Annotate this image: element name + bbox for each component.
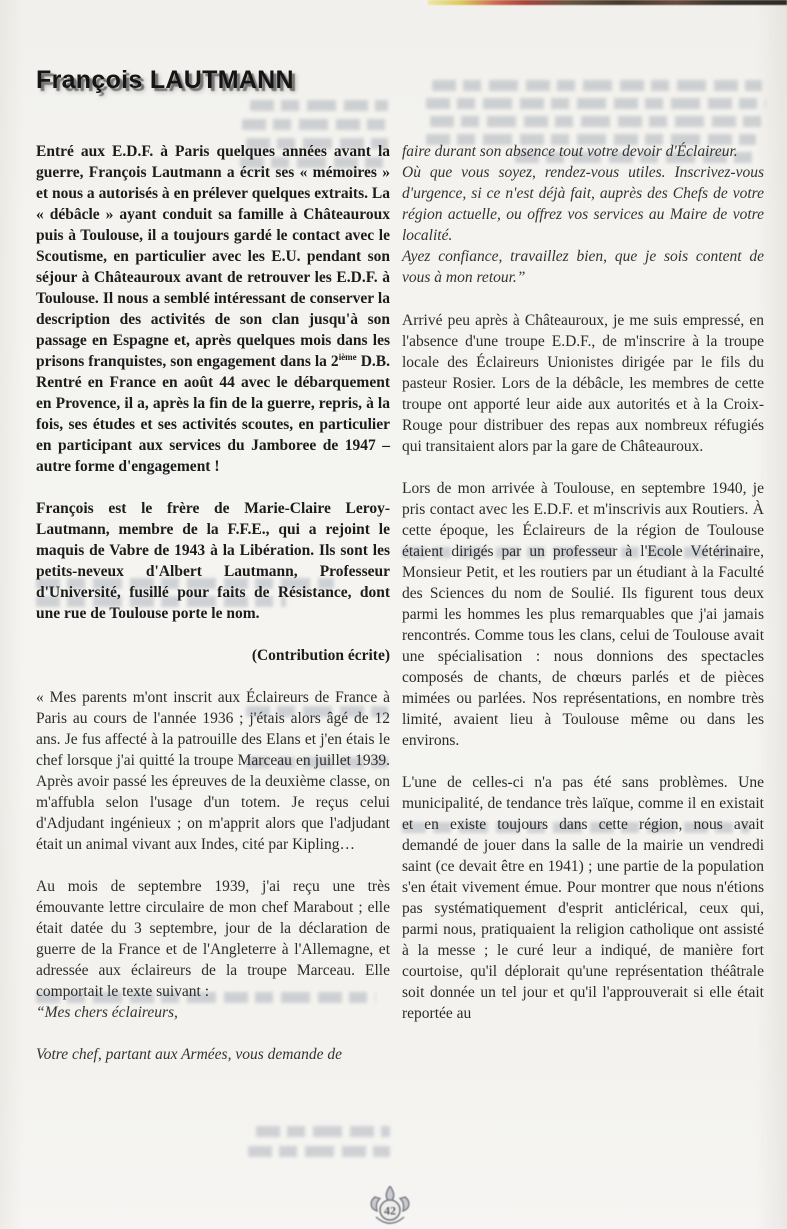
bleed-through-line	[250, 100, 388, 111]
bleed-through-line	[432, 80, 762, 91]
letter-salutation: “Mes chers éclaireurs,	[36, 1004, 178, 1021]
memoir-paragraph-3: Arrivé peu après à Châteauroux, je me suis empressé, en l'absence d'une troupe E.D.F., de m'inscrire à la troupe locale des Éclaireurs Unionistes dirigée par le fils du pasteur Rosier. Lors de la débâcle, les membres de cette troupe ont apporté leur aide aux autorités et à la Croix-Rouge pour distribuer des repas aux nombreux réfugiés qui transitaient alors par la gare de Châteauroux.	[402, 312, 764, 455]
scan-edge-artifact	[428, 0, 787, 5]
intro-paragraph-1-text: Entré aux E.D.F. à Paris quelques années avant la guerre, François Lautmann a écrit ses « mémoires » et nous a autorisés à en prélever quelques extraits. La « débâcle » ayant conduit sa famille à Châteauroux puis à Toulouse, il a toujours gardé le contact avec le Scoutisme, en particulier avec les E.U. pendant son séjour à Châteauroux avant de retrouver les E.D.F. à Toulouse. Il nous a semblé intéressant de conserver la description des activités de son clan jusqu'à son passage en Espagne et, après quelques mois dans les prisons franquistes, son engagement dans la 2	[36, 143, 390, 370]
contribution-note: (Contribution écrite)	[251, 647, 390, 664]
bleed-through-line	[242, 119, 388, 130]
right-column	[402, 141, 764, 1086]
memoir-paragraph-1: « Mes parents m'ont inscrit aux Éclaireurs de France à Paris au cours de l'année 1936 ; j'étais alors âgé de 12 ans. Je fus affecté à la patrouille des Elans et j'en étais le chef lorsque j'ai quitté la troupe Marceau en juillet 1939. Après avoir passé les épreuves de la deuxième classe, on m'affubla selon l'usage d'un totem. Je reçus celui d'Adjudant ingénieux ; on m'apprit alors que l'adjudant était un animal vivant aux Indes, cité par Kipling…	[36, 689, 390, 853]
memoir-paragraph-4: Lors de mon arrivée à Toulouse, en septembre 1940, je pris contact avec les E.D.F. et m'inscrivis aux Routiers. À cette époque, les Éclaireurs de la région de Toulouse étaient dirigés par un professeur à l'Ecole Vétérinaire, Monsieur Petit, et les routiers par un étudiant à la Faculté des Sciences du nom de Soulié. Ils figurent tous deux parmi les hommes les plus remarquables que j'ai jamais rencontrés. Comme tous les clans, celui de Toulouse avait une spécialisation : nous donnions des spectacles composés de chants, de chœurs parlés et de pièces mimées ou parlées. Nos représentations, en nombre très limité, avaient lieu à Toulouse même ou dans les environs.	[402, 480, 764, 749]
ordinal-suffix: ième	[338, 351, 357, 362]
intro-paragraph-1	[36, 141, 390, 477]
memoir-paragraph-5: L'une de celles-ci n'a pas été sans problèmes. Une municipalité, de tendance très laïque, comme il en existait et en existe toujours dans cette région, nous avait demandé de jouer dans la salle de la mairie un vendredi saint (ce devait être en 1941) ; une partie de la population s'en était vivement émue. Pour montrer que nous n'étions pas systématiquement d'esprit anticlérical, ceux qui, parmi nous, pratiquaient la religion catholique ont assisté à la messe ; le curé leur a indiqué, de manière fort courtoise, qu'il déplorait qu'une représentation théâtrale soit donnée un tel jour et qu'il l'approuverait si elle était reportée au	[402, 774, 764, 1022]
bleed-through-line	[430, 116, 766, 127]
letter-paragraph-2: Où que vous soyez, rendez-vous utiles. Inscrivez-vous d'urgence, si ce n'est déjà fait, auprès des Chefs de votre région actuelle, ou offrez vos services au Maire de votre localité.	[402, 164, 764, 244]
left-column	[36, 141, 390, 1086]
letter-paragraph-1: faire durant son absence tout votre devoir d'Éclaireur.	[402, 143, 738, 160]
bleed-through-line	[248, 1146, 390, 1157]
two-column-text	[36, 141, 762, 1086]
letter-opening-line: Votre chef, partant aux Armées, vous demande de	[36, 1046, 343, 1063]
memoir-paragraph-2: Au mois de septembre 1939, j'ai reçu une très émouvante lettre circulaire de mon chef Marabout ; elle était datée du 3 septembre, jour de la déclaration de guerre de la France et de l'Angleterre à l'Allemagne, et adressée aux éclaireurs de la troupe Marceau. Elle comportait le texte suivant :	[36, 878, 390, 1000]
bleed-through-line	[256, 1126, 390, 1137]
scout-fleur-de-lis-icon	[362, 1186, 418, 1229]
bleed-through-line	[426, 98, 766, 109]
page-number: 42	[384, 1203, 396, 1218]
page-title: François LAUTMANN	[36, 66, 294, 94]
letter-continuation	[402, 141, 764, 288]
intro-paragraph-1-continued: D.B. Rentré en France en août 44 avec le débarquement en Provence, il a, après la fin de la guerre, repris, à la fois, ses études et ses activités scoutes, en particulier en participant aux services du Jamboree de 1947 – autre forme d'engagement !	[36, 353, 390, 475]
letter-paragraph-3: Ayez confiance, travaillez bien, que je sois content de vous à mon retour.”	[402, 248, 764, 286]
intro-paragraph-2: François est le frère de Marie-Claire Leroy-Lautmann, membre de la F.F.E., qui a rejoint le maquis de Vabre de 1943 à la Libération. Ils sont les petits-neveux d'Albert Lautmann, Professeur d'Université, fusillé pour faits de Résistance, dont une rue de Toulouse porte le nom.	[36, 500, 390, 622]
